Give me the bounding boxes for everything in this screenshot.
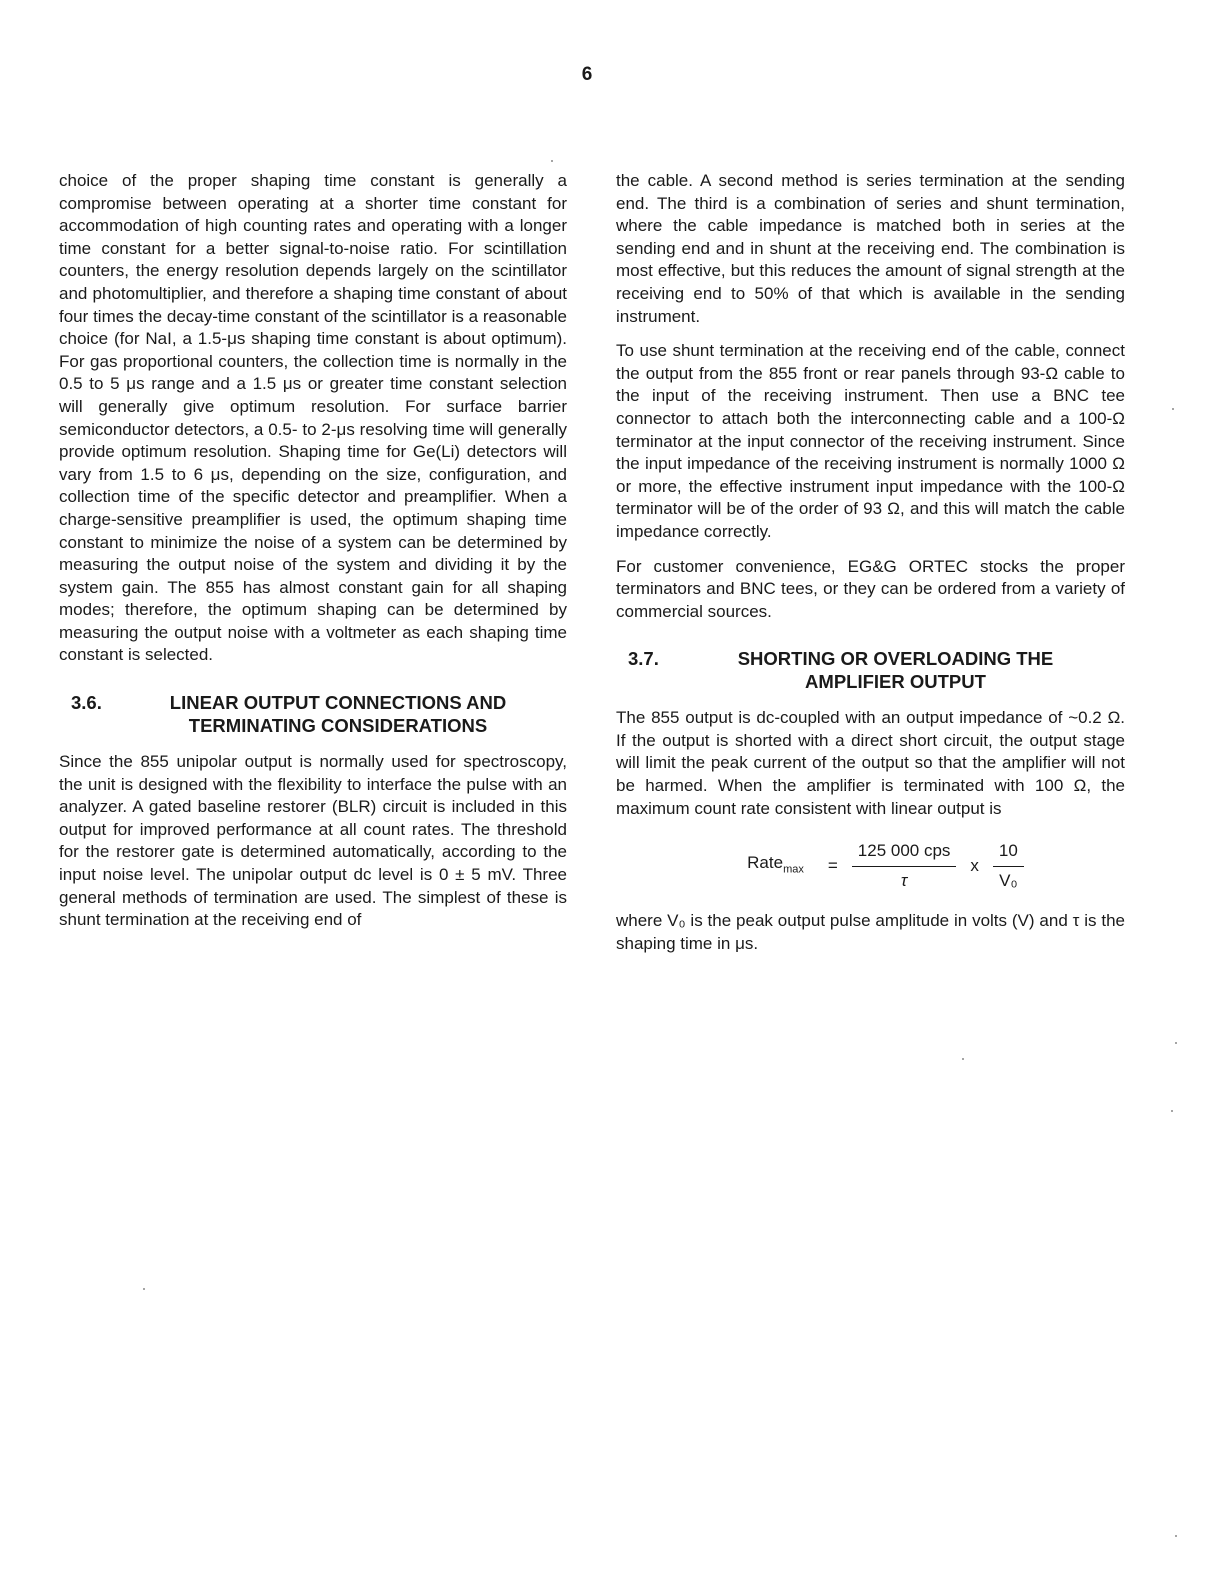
formula-explanation-paragraph: where V₀ is the peak output pulse amplitude in volts (V) and τ is the shaping time in μs. — [616, 911, 1125, 954]
fraction-2-denominator: V₀ — [999, 870, 1018, 890]
section-3-7-heading — [616, 647, 1125, 693]
left-column — [59, 170, 567, 944]
formula-times: x — [970, 856, 979, 876]
fraction-1-denominator: τ — [900, 870, 908, 890]
shunt-termination-paragraph: To use shunt termination at the receiving end of the cable, connect the output from the 855 front or rear panels through 93-Ω cable to the input of the receiving instrument. Then use a BNC tee connector to attach both the interconnecting cable and a 100-Ω terminator at the input connector of the receiving instrument. Since the input impedance of the receiving instrument is normally 1000 Ω or more, the effective instrument input impedance with the 100-Ω terminator will be of the order of 93 Ω, and this will match the cable impedance correctly. — [616, 341, 1125, 541]
termination-methods-paragraph: the cable. A second method is series termination at the sending end. The third is a combination of series and shunt termination, where the cable impedance is matched both in series at the sending end and in shunt at the receiving end. The combination is most effective, but this reduces the amount of signal strength at the receiving end to 50% of that which is available in the sending instrument. — [616, 171, 1125, 326]
shaping-time-paragraph: choice of the proper shaping time constant is generally a compromise between operating at a shorter time constant for accommodation of high counting rates and operating with a longer time constant for a better signal-to-noise ratio. For scintillation counters, the energy resolution depends largely on the scintillator and photomultiplier, and therefore a shaping time constant of about four times the decay-time constant of the scintillator is a reasonable choice (for NaI, a 1.5-μs shaping time constant is about optimum). For gas proportional counters, the collection time is normally in the 0.5 to 5 μs range and a 1.5 μs or greater time constant selection will generally give optimum resolution. For surface barrier semiconductor detectors, a 0.5- to 2-μs resolving time will generally provide optimum resolution. Shaping time for Ge(Li) detectors will vary from 1.5 to 6 μs, depending on the size, configuration, and collection time of the specific detector and preamplifier. When a charge-sensitive preamplifier is used, the optimum shaping time constant to minimize the noise of a system can be determined by measuring the output noise of the system and dividing it by the system gain. The 855 has almost constant gain for all shaping modes; therefore, the optimum shaping can be determined by measuring the output noise with a voltmeter as each shaping time constant is selected. — [59, 171, 567, 665]
scan-speck — [962, 1058, 964, 1060]
section-3-6-heading — [59, 691, 567, 737]
scan-speck — [1172, 408, 1174, 410]
section-3-7-title: SHORTING OR OVERLOADING THE AMPLIFIER OUTPUT — [737, 648, 1054, 693]
linear-output-paragraph: Since the 855 unipolar output is normally used for spectroscopy, the unit is designed with the flexibility to interface the pulse with an analyzer. A gated baseline restorer (BLR) circuit is included in this output for improved performance at all count rates. The threshold for the restorer gate is determined automatically, according to the input noise level. The unipolar output dc level is 0 ± 5 mV. Three general methods of termination are used. The simplest of these is shunt termination at the receiving end of — [59, 752, 567, 930]
rate-max-formula — [616, 840, 1125, 892]
output-impedance-paragraph: The 855 output is dc-coupled with an output impedance of ~0.2 Ω. If the output is shorted with a direct short circuit, the output stage will limit the peak current of the output so that the amplifier will not be harmed. When the amplifier is terminated with 100 Ω, the maximum count rate consistent with linear output is — [616, 708, 1125, 818]
scan-speck — [551, 160, 553, 162]
customer-convenience-paragraph: For customer convenience, EG&G ORTEC stocks the proper terminators and BNC tees, or they can be ordered from a variety of commercial sources. — [616, 556, 1125, 621]
scan-speck — [143, 1288, 145, 1290]
formula-label: Rate$_{max}$ — [747, 852, 804, 876]
formula-fraction-1 — [852, 840, 957, 892]
section-3-7-number: 3.7. — [628, 648, 659, 670]
right-column — [616, 170, 1125, 968]
scan-speck — [1175, 1042, 1177, 1044]
page-number: 6 — [581, 64, 593, 85]
scan-speck — [1171, 1110, 1173, 1112]
fraction-1-numerator: 125 000 cps — [852, 840, 957, 867]
formula-fraction-2 — [993, 840, 1024, 892]
scan-speck — [1175, 1535, 1177, 1537]
fraction-2-numerator: 10 — [993, 840, 1024, 867]
formula-equals: = — [827, 856, 838, 876]
section-3-6-number: 3.6. — [71, 692, 102, 714]
section-3-6-title: LINEAR OUTPUT CONNECTIONS AND TERMINATING CONSIDERATIONS — [169, 692, 507, 737]
